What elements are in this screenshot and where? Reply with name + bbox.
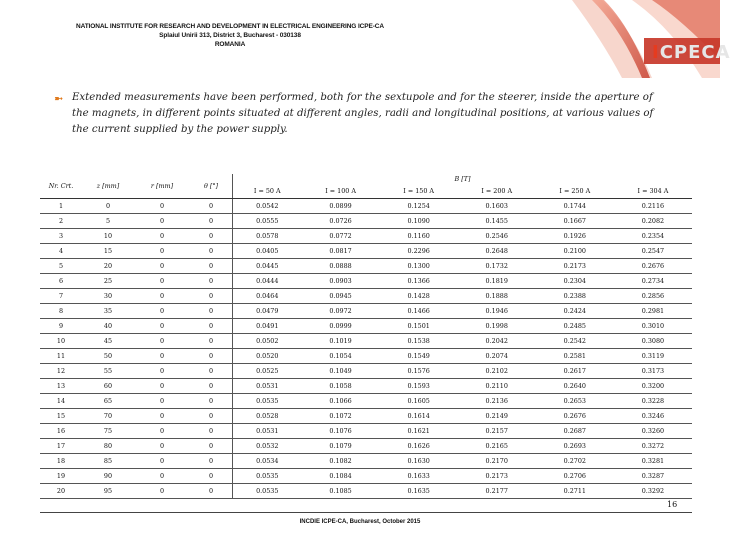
table-cell: 0.1066 — [302, 394, 380, 409]
table-cell: 0 — [134, 349, 190, 364]
table-cell: 10 — [82, 229, 134, 244]
table-cell: 0.0532 — [233, 439, 302, 454]
icpeca-logo — [532, 0, 731, 78]
table-cell: 0.0479 — [233, 304, 302, 319]
b-col-header: I = 250 A — [536, 184, 614, 199]
table-cell: 0.0445 — [233, 259, 302, 274]
table-cell: 70 — [82, 409, 134, 424]
table-cell: 0.2693 — [536, 439, 614, 454]
table-cell: 0.0542 — [233, 199, 302, 214]
table-cell: 0.0520 — [233, 349, 302, 364]
logo-arch-graphic — [532, 0, 720, 78]
logo-wordmark: ICPECA — [652, 42, 731, 63]
table-row — [40, 484, 692, 499]
table-cell: 0 — [190, 319, 233, 334]
table-cell: 0 — [190, 379, 233, 394]
table-cell: 0.1079 — [302, 439, 380, 454]
table-cell: 0.2734 — [614, 274, 692, 289]
table-cell: 8 — [40, 304, 82, 319]
table-cell: 0.3200 — [614, 379, 692, 394]
table-cell: 5 — [40, 259, 82, 274]
table-cell: 1 — [40, 199, 82, 214]
table-cell: 0 — [190, 484, 233, 499]
table-cell: 0.2149 — [458, 409, 536, 424]
table-cell: 0 — [190, 424, 233, 439]
table-cell: 0 — [134, 229, 190, 244]
table-cell: 0 — [134, 289, 190, 304]
table-cell: 0.0772 — [302, 229, 380, 244]
col-header-r: r [mm] — [134, 174, 190, 199]
table-row — [40, 469, 692, 484]
table-cell: 0.1019 — [302, 334, 380, 349]
intro-paragraph — [54, 90, 672, 138]
page-number: 16 — [667, 500, 678, 509]
table-cell: 0 — [190, 439, 233, 454]
table-row — [40, 244, 692, 259]
b-col-header: I = 304 A — [614, 184, 692, 199]
table-row — [40, 394, 692, 409]
table-cell: 0.2856 — [614, 289, 692, 304]
table-cell: 0.2547 — [614, 244, 692, 259]
footer-divider — [40, 512, 692, 513]
table-cell: 0.1082 — [302, 454, 380, 469]
table-row — [40, 229, 692, 244]
table-cell: 60 — [82, 379, 134, 394]
table-cell: 0 — [190, 244, 233, 259]
table-cell: 15 — [40, 409, 82, 424]
table-row — [40, 199, 692, 214]
table-cell: 0 — [190, 304, 233, 319]
header-line-3: ROMANIA — [214, 41, 246, 48]
table-cell: 0.0535 — [233, 469, 302, 484]
table-cell: 0.1072 — [302, 409, 380, 424]
table-cell: 35 — [82, 304, 134, 319]
table-cell: 0.2082 — [614, 214, 692, 229]
table-cell: 0.1998 — [458, 319, 536, 334]
table-row — [40, 289, 692, 304]
table-row — [40, 409, 692, 424]
table-row — [40, 214, 692, 229]
table-cell: 0.2173 — [536, 259, 614, 274]
institute-header — [0, 22, 460, 49]
table-cell: 0.2706 — [536, 469, 614, 484]
table-cell: 0 — [134, 394, 190, 409]
table-cell: 0 — [134, 259, 190, 274]
arrow-bullet-icon: ➼ — [54, 92, 64, 105]
table-cell: 0.2110 — [458, 379, 536, 394]
table-cell: 65 — [82, 394, 134, 409]
table-cell: 0.2304 — [536, 274, 614, 289]
measurements-table — [40, 174, 692, 499]
table-cell: 12 — [40, 364, 82, 379]
table-cell: 0 — [190, 199, 233, 214]
table-cell: 11 — [40, 349, 82, 364]
table-cell: 0.1819 — [458, 274, 536, 289]
table-cell: 0.0502 — [233, 334, 302, 349]
table-cell: 0.0945 — [302, 289, 380, 304]
table-cell: 0 — [134, 424, 190, 439]
table-cell: 0.0726 — [302, 214, 380, 229]
table-cell: 0.0888 — [302, 259, 380, 274]
table-cell: 0.1090 — [380, 214, 458, 229]
table-cell: 50 — [82, 349, 134, 364]
table-cell: 75 — [82, 424, 134, 439]
table-cell: 10 — [40, 334, 82, 349]
table-cell: 0.2546 — [458, 229, 536, 244]
table-row — [40, 274, 692, 289]
table-cell: 0.2116 — [614, 199, 692, 214]
table-cell: 0.1085 — [302, 484, 380, 499]
table-row — [40, 424, 692, 439]
table-cell: 0 — [190, 349, 233, 364]
table-cell: 0.2424 — [536, 304, 614, 319]
table-cell: 0.1603 — [458, 199, 536, 214]
table-cell: 0.3173 — [614, 364, 692, 379]
table-cell: 0.2687 — [536, 424, 614, 439]
table-cell: 0.3228 — [614, 394, 692, 409]
table-cell: 0 — [134, 334, 190, 349]
table-cell: 15 — [82, 244, 134, 259]
table-cell: 0.0817 — [302, 244, 380, 259]
table-cell: 0 — [190, 274, 233, 289]
table-cell: 0.1667 — [536, 214, 614, 229]
table-row — [40, 349, 692, 364]
table-cell: 0.1254 — [380, 199, 458, 214]
table-cell: 0.2136 — [458, 394, 536, 409]
table-cell: 0.0528 — [233, 409, 302, 424]
table-cell: 4 — [40, 244, 82, 259]
table-cell: 0.0535 — [233, 484, 302, 499]
col-header-z: z [mm] — [82, 174, 134, 199]
table-cell: 0.2702 — [536, 454, 614, 469]
table-cell: 19 — [40, 469, 82, 484]
table-cell: 0 — [190, 454, 233, 469]
table-cell: 0.0555 — [233, 214, 302, 229]
table-cell: 0.0578 — [233, 229, 302, 244]
table-cell: 40 — [82, 319, 134, 334]
table-cell: 0 — [190, 364, 233, 379]
table-cell: 0.2173 — [458, 469, 536, 484]
table-cell: 0.1630 — [380, 454, 458, 469]
table-row — [40, 259, 692, 274]
table-cell: 0.0972 — [302, 304, 380, 319]
table-row — [40, 364, 692, 379]
table-cell: 0.2177 — [458, 484, 536, 499]
table-cell: 0 — [190, 229, 233, 244]
table-cell: 0 — [134, 304, 190, 319]
table-cell: 9 — [40, 319, 82, 334]
table-cell: 0.3292 — [614, 484, 692, 499]
table-cell: 0.0525 — [233, 364, 302, 379]
table-cell: 0 — [134, 454, 190, 469]
table-cell: 0.2981 — [614, 304, 692, 319]
table-cell: 0.2165 — [458, 439, 536, 454]
table-cell: 80 — [82, 439, 134, 454]
table-cell: 0.1576 — [380, 364, 458, 379]
table-cell: 0 — [134, 214, 190, 229]
table-cell: 7 — [40, 289, 82, 304]
table-cell: 0 — [134, 364, 190, 379]
table-cell: 0 — [190, 259, 233, 274]
table-cell: 0 — [134, 469, 190, 484]
table-cell: 0.1160 — [380, 229, 458, 244]
table-cell: 85 — [82, 454, 134, 469]
table-cell: 0.2676 — [536, 409, 614, 424]
table-cell: 0.2102 — [458, 364, 536, 379]
table-cell: 0.3080 — [614, 334, 692, 349]
table-cell: 0.1593 — [380, 379, 458, 394]
table-cell: 0.1626 — [380, 439, 458, 454]
table-cell: 0.1455 — [458, 214, 536, 229]
table-cell: 0.2074 — [458, 349, 536, 364]
table-cell: 0.0444 — [233, 274, 302, 289]
table-cell: 0.0534 — [233, 454, 302, 469]
table-cell: 0.3287 — [614, 469, 692, 484]
table-cell: 0.1946 — [458, 304, 536, 319]
table-cell: 0.3246 — [614, 409, 692, 424]
table-cell: 95 — [82, 484, 134, 499]
table-cell: 30 — [82, 289, 134, 304]
table-cell: 0.2640 — [536, 379, 614, 394]
footer-text: INCDIE ICPE-CA, Bucharest, October 2015 — [299, 519, 421, 525]
table-cell: 0.2653 — [536, 394, 614, 409]
table-cell: 0.2170 — [458, 454, 536, 469]
b-col-header: I = 50 A — [233, 184, 302, 199]
table-cell: 0.1744 — [536, 199, 614, 214]
col-header-theta: θ [°] — [190, 174, 233, 199]
table-cell: 0 — [134, 379, 190, 394]
table-cell: 0.0405 — [233, 244, 302, 259]
table-cell: 0.2042 — [458, 334, 536, 349]
table-cell: 0.1058 — [302, 379, 380, 394]
table-cell: 0.2648 — [458, 244, 536, 259]
table-cell: 0.2388 — [536, 289, 614, 304]
table-cell: 0 — [134, 484, 190, 499]
table-cell: 0.1635 — [380, 484, 458, 499]
table-cell: 45 — [82, 334, 134, 349]
table-cell: 0 — [190, 289, 233, 304]
table-cell: 0.1538 — [380, 334, 458, 349]
table-row — [40, 379, 692, 394]
table-cell: 25 — [82, 274, 134, 289]
table-cell: 0.2617 — [536, 364, 614, 379]
table-cell: 0 — [134, 439, 190, 454]
table-cell: 0 — [134, 244, 190, 259]
table-cell: 0.1926 — [536, 229, 614, 244]
table-cell: 0 — [134, 199, 190, 214]
table-body — [40, 199, 692, 499]
table-cell: 0.0531 — [233, 424, 302, 439]
table-cell: 0.1054 — [302, 349, 380, 364]
table-cell: 0.0531 — [233, 379, 302, 394]
table-cell: 0.1084 — [302, 469, 380, 484]
table-row — [40, 304, 692, 319]
table-cell: 0.2354 — [614, 229, 692, 244]
table-cell: 0.3281 — [614, 454, 692, 469]
table-cell: 0.1888 — [458, 289, 536, 304]
table-cell: 0.2676 — [614, 259, 692, 274]
table-row — [40, 334, 692, 349]
table-cell: 0.2157 — [458, 424, 536, 439]
table-cell: 18 — [40, 454, 82, 469]
b-col-header: I = 150 A — [380, 184, 458, 199]
table-cell: 0.3260 — [614, 424, 692, 439]
table-cell: 0.0491 — [233, 319, 302, 334]
table-cell: 0 — [190, 214, 233, 229]
table-cell: 0.1605 — [380, 394, 458, 409]
table-cell: 6 — [40, 274, 82, 289]
b-col-header: I = 200 A — [458, 184, 536, 199]
table-cell: 0.0899 — [302, 199, 380, 214]
table-cell: 20 — [40, 484, 82, 499]
table-cell: 0.3272 — [614, 439, 692, 454]
table-cell: 0.1549 — [380, 349, 458, 364]
table-cell: 0.3119 — [614, 349, 692, 364]
table-row — [40, 319, 692, 334]
table-cell: 0.2100 — [536, 244, 614, 259]
table-cell: 0 — [190, 334, 233, 349]
table-cell: 0.2485 — [536, 319, 614, 334]
table-cell: 0.0535 — [233, 394, 302, 409]
table-cell: 0.1049 — [302, 364, 380, 379]
table-cell: 0 — [190, 469, 233, 484]
table-cell: 0.1621 — [380, 424, 458, 439]
header-line-2: Splaiul Unirii 313, District 3, Bucharest - 030138 — [159, 32, 301, 39]
table-cell: 14 — [40, 394, 82, 409]
table-cell: 0.2711 — [536, 484, 614, 499]
table-row — [40, 439, 692, 454]
table-cell: 17 — [40, 439, 82, 454]
table-cell: 0.1300 — [380, 259, 458, 274]
table-cell: 2 — [40, 214, 82, 229]
table-cell: 3 — [40, 229, 82, 244]
b-col-header: I = 100 A — [302, 184, 380, 199]
header-line-1: NATIONAL INSTITUTE FOR RESEARCH AND DEVELOPMENT IN ELECTRICAL ENGINEERING ICPE-CA — [75, 23, 384, 30]
table-cell: 0.0464 — [233, 289, 302, 304]
table-cell: 0.1501 — [380, 319, 458, 334]
table-cell: 0.1633 — [380, 469, 458, 484]
table-cell: 0 — [134, 409, 190, 424]
table-cell: 90 — [82, 469, 134, 484]
table-cell: 0.2296 — [380, 244, 458, 259]
table-cell: 0.2542 — [536, 334, 614, 349]
table-cell: 16 — [40, 424, 82, 439]
table-cell: 0.1732 — [458, 259, 536, 274]
intro-text: Extended measurements have been performed, both for the sextupole and for the steerer, inside the aperture of the magnets, in different points situated at different angles, radii and longitudinal positions, at various values of the current supplied by the power supply. — [72, 92, 654, 135]
table-cell: 0.1076 — [302, 424, 380, 439]
table-cell: 0 — [82, 199, 134, 214]
col-header-b: B [T] — [454, 175, 471, 183]
table-cell: 0.3010 — [614, 319, 692, 334]
table-cell: 0.1366 — [380, 274, 458, 289]
table-cell: 0.1466 — [380, 304, 458, 319]
table-cell: 20 — [82, 259, 134, 274]
table-row — [40, 454, 692, 469]
table-cell: 0 — [190, 394, 233, 409]
table-cell: 0.0903 — [302, 274, 380, 289]
table-cell: 0.1614 — [380, 409, 458, 424]
table-cell: 5 — [82, 214, 134, 229]
table-cell: 0 — [134, 274, 190, 289]
table-cell: 13 — [40, 379, 82, 394]
table-cell: 0 — [190, 409, 233, 424]
table-cell: 55 — [82, 364, 134, 379]
col-header-nr: Nr. Crt. — [40, 174, 82, 199]
table-cell: 0 — [134, 319, 190, 334]
table-cell: 0.0999 — [302, 319, 380, 334]
table-cell: 0.1428 — [380, 289, 458, 304]
table-cell: 0.2581 — [536, 349, 614, 364]
